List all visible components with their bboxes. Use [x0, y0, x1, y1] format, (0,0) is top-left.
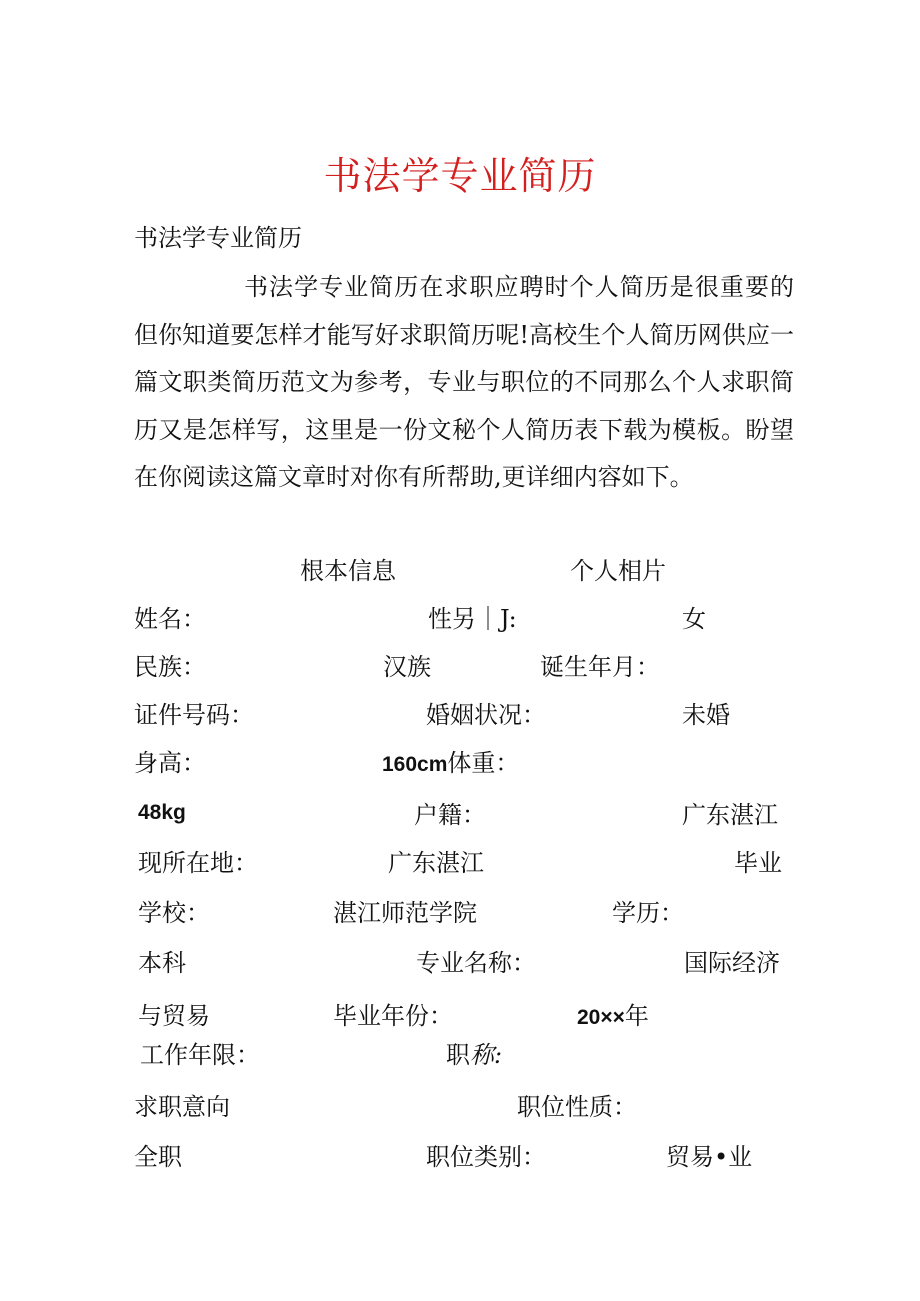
section-basic-info: 根本信息 [300, 557, 396, 585]
job-category-value: 贸易•业 [666, 1143, 753, 1171]
job-category-label: 职位类别： [426, 1143, 546, 1171]
title-label-line [446, 1037, 502, 1073]
ethnicity-value: 汉族 [383, 653, 431, 681]
school-value: 湛江师范学院 [333, 899, 477, 927]
major-label: 专业名称： [416, 949, 536, 977]
weight-label: 体重： [447, 749, 520, 777]
grad-year-number: 20×× [577, 1006, 625, 1029]
work-years-label: 工作年限： [140, 1041, 260, 1069]
residence-value: 广东湛江 [388, 849, 484, 877]
school-label-part1: 毕业 [734, 849, 782, 877]
intention-label: 求职意向 [134, 1093, 230, 1121]
page-title: 书法学专业简历 [323, 154, 597, 198]
document-subtitle: 书法学专业简历 [134, 224, 302, 252]
major-value-part2: 与贸易 [138, 1002, 210, 1030]
weight-value: 48kg [138, 801, 186, 824]
birth-label: 诞生年月： [540, 653, 660, 681]
intro-paragraph: 书法学专业简历在求职应聘时个人简历是很重要的但你知道要怎样才能写好求职简历呢!高校生个人简历网供应一篇文职类简历范文为参考，专业与职位的不同那么个人求职简历又是怎样写，这里是一份文秘个人简历表下载为模板。盼望在你阅读这篇文章时对你有所帮助,更详细内容如下。 [134, 273, 794, 491]
education-value: 本科 [138, 949, 186, 977]
grad-year-unit: 年 [624, 1002, 649, 1030]
title-label-part1: 职 [446, 1041, 470, 1069]
height-value: 160cm [382, 753, 448, 776]
marital-value: 未婚 [682, 701, 730, 729]
residence-label: 现所在地： [138, 849, 258, 877]
marital-label: 婚姻状况： [426, 701, 546, 729]
education-label: 学历： [612, 899, 684, 927]
school-label-part2: 学校： [138, 899, 210, 927]
hukou-value: 广东湛江 [682, 801, 778, 829]
major-value-part1: 国际经济 [684, 949, 780, 977]
hukou-label: 户籍： [414, 801, 486, 829]
height-label: 身高： [134, 749, 206, 777]
ethnicity-label: 民族： [134, 653, 206, 681]
grad-year-line [577, 998, 649, 1036]
job-nature-value: 全职 [134, 1143, 182, 1171]
name-label: 姓名： [134, 605, 206, 633]
id-label: 证件号码： [134, 701, 254, 729]
gender-label: 性另｜J: [428, 605, 517, 633]
grad-year-label: 毕业年份： [333, 1002, 453, 1030]
height-weight-line [382, 745, 519, 783]
gender-value: 女 [682, 605, 706, 633]
section-photo: 个人相片 [570, 557, 666, 585]
title-label-part2: 称: [470, 1041, 503, 1069]
job-nature-label: 职位性质： [517, 1093, 637, 1121]
